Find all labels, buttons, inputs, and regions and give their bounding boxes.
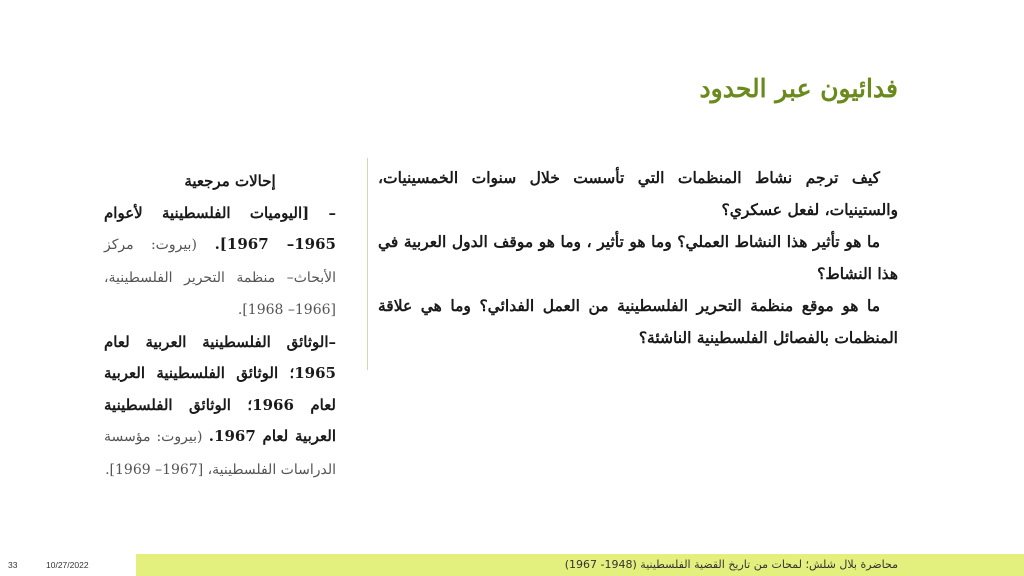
reference-2 (104, 327, 336, 487)
references-block (104, 166, 336, 486)
footer-caption: محاضرة بلال شلش؛ لمحات من تاريخ القضية الفلسطينية (1948- 1967) (564, 558, 898, 571)
slide-title: فدائيون عبر الحدود (699, 74, 898, 103)
reference-2-publisher: (بيروت: مؤسسة الدراسات الفلسطينية، [1967– 1969]. (104, 429, 336, 478)
footer-meta (0, 554, 130, 576)
question-1: كيف ترجم نشاط المنظمات التي تأسست خلال سنوات الخمسينيات، والستينيات، لفعل عسكري؟ (378, 168, 898, 219)
slide-date: 10/27/2022 (46, 560, 89, 570)
footer-bar (136, 554, 1024, 576)
references-heading: إحالات مرجعية (184, 172, 276, 190)
reference-1 (104, 198, 336, 327)
reference-2-title: –الوثائق الفلسطينية العربية لعام 1965؛ الوثائق الفلسطينية العربية لعام 1966؛ الوثائق الفلسطينية العربية لعام 1967. (104, 332, 337, 445)
reference-1-title: – [اليوميات الفلسطينية لأعوام 1965– 1967]. (104, 203, 336, 253)
column-divider (367, 158, 368, 370)
question-2: ما هو تأثير هذا النشاط العملي؟ وما هو تأثير ، وما هو موقف الدول العربية في هذا النشاط؟ (378, 232, 898, 283)
footer (0, 554, 1024, 576)
reference-1-publisher: (بيروت: مركز الأبحاث– منظمة التحرير الفلسطينية، [1966– 1968]. (104, 237, 336, 318)
question-3: ما هو موقع منظمة التحرير الفلسطينية من العمل الفدائي؟ وما هي علاقة المنظمات بالفصائل الفلسطينية الناشئة؟ (378, 296, 898, 347)
questions-block (378, 162, 898, 354)
page-number: 33 (8, 560, 18, 570)
